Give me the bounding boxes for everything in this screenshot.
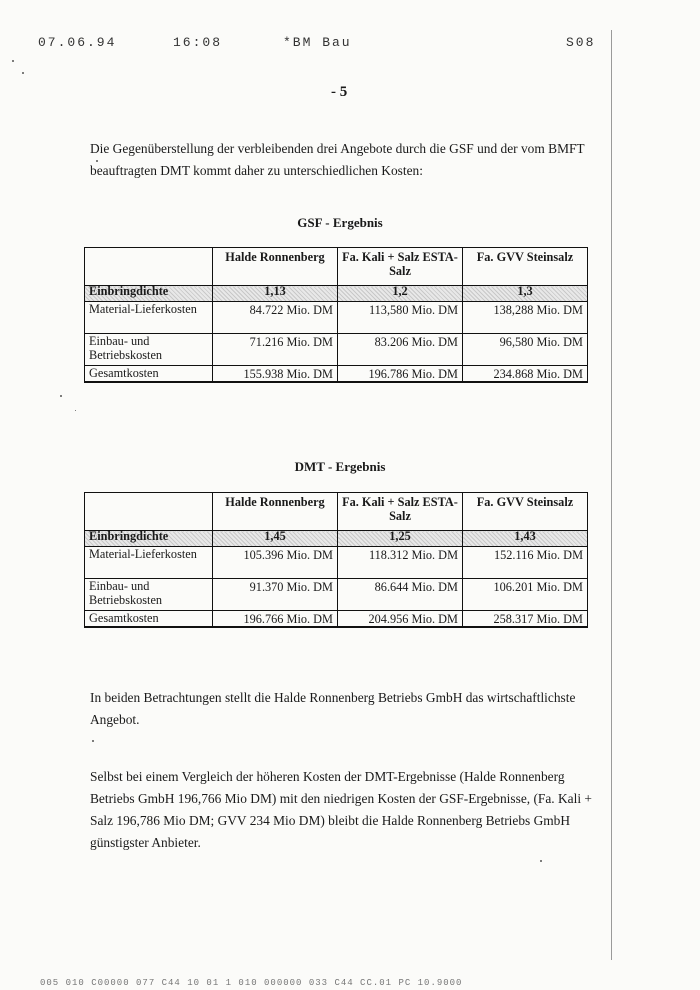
table-header-cell: Fa. Kali + Salz ESTA-Salz	[338, 493, 463, 531]
table-row	[85, 286, 588, 302]
table-cell: 83.206 Mio. DM	[338, 334, 463, 366]
fax-header	[38, 35, 618, 53]
table-cell: 113,580 Mio. DM	[338, 302, 463, 334]
fax-sender: *BM Bau	[283, 35, 352, 50]
dmt-results-table	[84, 492, 588, 628]
table-cell: 1,2	[338, 286, 463, 302]
table-cell: 84.722 Mio. DM	[213, 302, 338, 334]
table-header-cell: Fa. Kali + Salz ESTA-Salz	[338, 248, 463, 286]
table-header-cell: Halde Ronnenberg	[213, 493, 338, 531]
conclusion-paragraph: In beiden Betrachtungen stellt die Halde Ronnenberg Betriebs GmbH das wirtschaftlichste Angebot.	[90, 690, 576, 727]
table-cell: 1,25	[338, 531, 463, 547]
table-cell: 234.868 Mio. DM	[463, 366, 588, 383]
table-header-cell: Fa. GVV Steinsalz	[463, 248, 588, 286]
row-label: Gesamtkosten	[85, 366, 213, 383]
scan-speck	[75, 410, 76, 411]
gsf-table-title: GSF - Ergebnis	[297, 215, 383, 230]
table-row	[85, 334, 588, 366]
table-cell: 1,13	[213, 286, 338, 302]
row-label: Gesamtkosten	[85, 611, 213, 628]
table-cell: 105.396 Mio. DM	[213, 547, 338, 579]
table-row	[85, 547, 588, 579]
table-cell: 96,580 Mio. DM	[463, 334, 588, 366]
dmt-table-title: DMT - Ergebnis	[294, 459, 386, 474]
table-cell: 71.216 Mio. DM	[213, 334, 338, 366]
table-cell: 138,288 Mio. DM	[463, 302, 588, 334]
table-cell: 258.317 Mio. DM	[463, 611, 588, 628]
table-header-row	[85, 493, 588, 531]
scan-speck	[12, 60, 14, 62]
page-number: - 5	[331, 84, 348, 100]
row-label: Einbringdichte	[85, 531, 213, 547]
table-row-total	[85, 611, 588, 628]
row-label: Material-Lieferkosten	[85, 302, 213, 334]
table-header-row	[85, 248, 588, 286]
table-cell: 1,3	[463, 286, 588, 302]
row-label: Einbringdichte	[85, 286, 213, 302]
table-cell: 1,43	[463, 531, 588, 547]
table-header-cell: Halde Ronnenberg	[213, 248, 338, 286]
row-label: Material-Lieferkosten	[85, 547, 213, 579]
scan-edge-line	[611, 30, 612, 960]
fax-page-id: S08	[566, 35, 596, 50]
table-cell: 204.956 Mio. DM	[338, 611, 463, 628]
table-cell: 118.312 Mio. DM	[338, 547, 463, 579]
table-cell: 91.370 Mio. DM	[213, 579, 338, 611]
scan-speck	[92, 740, 94, 742]
intro-paragraph: Die Gegenüberstellung der verbleibenden drei Angebote durch die GSF und der vom BMFT beauftragten DMT kommt daher zu unterschiedlichen Kosten:	[90, 141, 585, 178]
fax-date: 07.06.94	[38, 35, 117, 50]
table-row-total	[85, 366, 588, 383]
table-header-cell: Fa. GVV Steinsalz	[463, 493, 588, 531]
scan-speck	[96, 160, 98, 162]
table-cell: 86.644 Mio. DM	[338, 579, 463, 611]
gsf-results-table	[84, 247, 588, 383]
table-row	[85, 302, 588, 334]
table-cell: 1,45	[213, 531, 338, 547]
fax-time: 16:08	[173, 35, 223, 50]
scan-speck	[540, 860, 542, 862]
scan-speck	[60, 395, 62, 397]
table-cell: 155.938 Mio. DM	[213, 366, 338, 383]
row-label: Einbau- und Betriebskosten	[85, 579, 213, 611]
table-row	[85, 531, 588, 547]
row-label: Einbau- und Betriebskosten	[85, 334, 213, 366]
comparison-paragraph: Selbst bei einem Vergleich der höheren Kosten der DMT-Ergebnisse (Halde Ronnenberg Betriebs GmbH 196,766 Mio DM) mit den niedrigen Kosten der GSF-Ergebnisse, (Fa. Kali + Salz 196,786 Mio DM; GVV 234 Mio DM) bleibt die Halde Ronnenberg Betriebs GmbH günstigster Anbieter.	[90, 769, 592, 850]
table-cell: 106.201 Mio. DM	[463, 579, 588, 611]
fax-footer: 005 010 C00000 077 C44 10 01 1 010 000000 033 C44 CC.01 PC 10.9000	[40, 978, 463, 988]
table-cell: 152.116 Mio. DM	[463, 547, 588, 579]
table-cell: 196.766 Mio. DM	[213, 611, 338, 628]
table-header-cell	[85, 248, 213, 286]
table-row	[85, 579, 588, 611]
scan-speck	[22, 72, 24, 74]
table-header-cell	[85, 493, 213, 531]
table-cell: 196.786 Mio. DM	[338, 366, 463, 383]
